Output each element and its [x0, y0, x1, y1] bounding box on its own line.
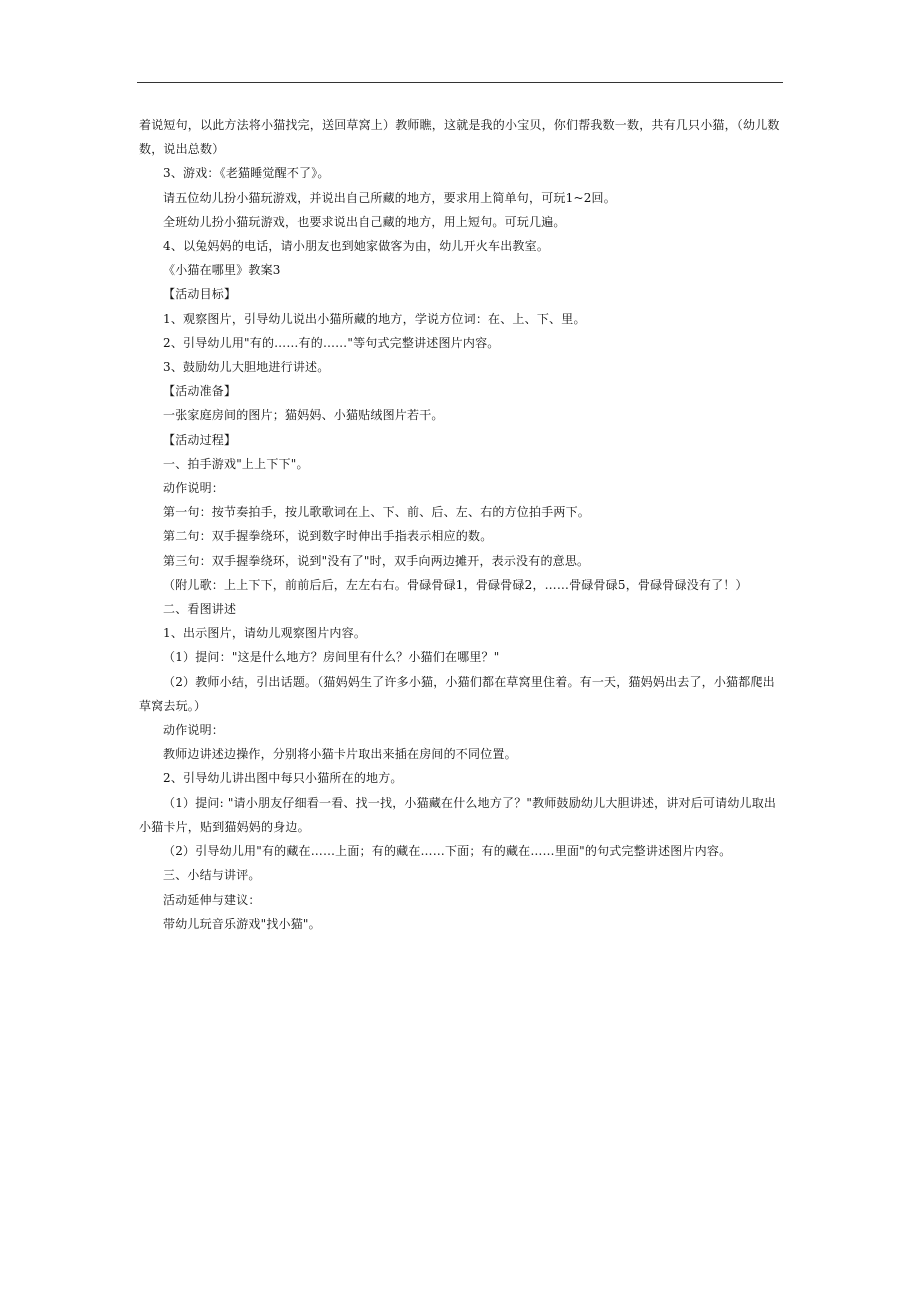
paragraph: 着说短句，以此方法将小猫找完，送回草窝上）教师瞧，这就是我的小宝贝，你们帮我数一数，共有几只小猫，（幼儿数数，说出总数）	[139, 118, 780, 157]
paragraph: （附儿歌：上上下下，前前后后，左左右右。骨碌骨碌1，骨碌骨碌2，……骨碌骨碌5，骨碌骨碌没有了！）	[163, 577, 748, 592]
paragraph: 第一句：按节奏拍手，按儿歌歌词在上、下、前、后、左、右的方位拍手两下。	[163, 505, 591, 520]
section-heading: 【活动准备】	[163, 384, 237, 399]
paragraph: 动作说明：	[163, 723, 225, 738]
paragraph: （2）引导幼儿用"有的藏在……上面；有的藏在……下面；有的藏在……里面"的句式完整讲述图片内容。	[163, 844, 732, 859]
paragraph: 第二句：双手握拳绕环，说到数字时伸出手指表示相应的数。	[163, 529, 493, 544]
paragraph: 请五位幼儿扮小猫玩游戏，并说出自己所藏的地方，要求用上简单句，可玩1~2回。	[163, 190, 616, 205]
header-rule	[137, 82, 783, 83]
paragraph: 三、小结与讲评。	[163, 868, 261, 883]
paragraph: （1）提问: "请小朋友仔细看一看、找一找，小猫藏在什么地方了？"教师鼓励幼儿大胆讲述，讲对后可请幼儿取出小猫卡片，贴到猫妈妈的身边。	[139, 795, 777, 834]
paragraph: 二、看图讲述	[163, 602, 237, 617]
paragraph: 一张家庭房间的图片；猫妈妈、小猫贴绒图片若干。	[163, 408, 444, 423]
section-heading: 【活动目标】	[163, 287, 237, 302]
paragraph: （2）教师小结，引出话题。（猫妈妈生了许多小猫，小猫们都在草窝里住着。有一天，猫妈妈出去了，小猫都爬出草窝去玩。）	[139, 674, 775, 713]
paragraph: 活动延伸与建议：	[163, 892, 261, 907]
paragraph: 4、以兔妈妈的电话，请小朋友也到她家做客为由，幼儿开火车出教室。	[163, 239, 550, 254]
paragraph: 3、游戏：《老猫睡觉醒不了》。	[163, 166, 330, 181]
paragraph: 教师边讲述边操作，分别将小猫卡片取出来插在房间的不同位置。	[163, 747, 517, 762]
paragraph: 第三句：双手握拳绕环，说到"没有了"时，双手向两边摊开，表示没有的意思。	[163, 553, 590, 568]
paragraph: 一、拍手游戏"上上下下"。	[163, 456, 309, 471]
paragraph: 动作说明：	[163, 481, 225, 496]
paragraph: （1）提问："这是什么地方？房间里有什么？小猫们在哪里？"	[163, 650, 500, 665]
paragraph: 1、观察图片，引导幼儿说出小猫所藏的地方，学说方位词：在、上、下、里。	[163, 311, 586, 326]
paragraph: 1、出示图片，请幼儿观察图片内容。	[163, 626, 367, 641]
paragraph: 全班幼儿扮小猫玩游戏，也要求说出自己藏的地方，用上短句。可玩几遍。	[163, 214, 566, 229]
section-heading: 【活动过程】	[163, 432, 237, 447]
paragraph: 3、鼓励幼儿大胆地进行讲述。	[163, 360, 330, 375]
paragraph: 2、引导幼儿讲出图中每只小猫所在的地方。	[163, 771, 403, 786]
document-body	[139, 113, 785, 936]
paragraph: 2、引导幼儿用"有的……有的……"等句式完整讲述图片内容。	[163, 335, 500, 350]
section-title: 《小猫在哪里》教案3	[163, 263, 281, 278]
paragraph: 带幼儿玩音乐游戏"找小猫"。	[163, 916, 321, 931]
